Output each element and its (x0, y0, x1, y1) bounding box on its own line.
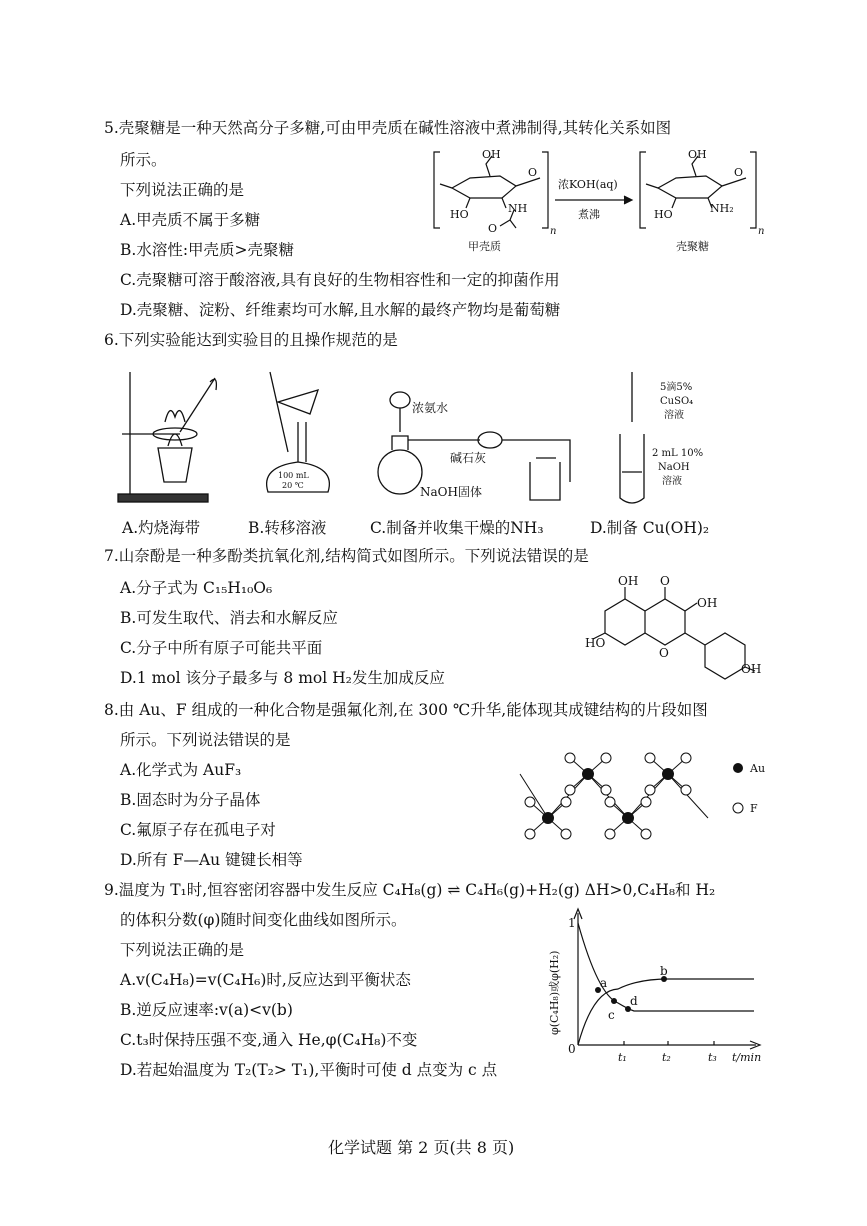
q5-oh-label-r: OH (688, 148, 707, 161)
q5-chitin-conversion-figure (430, 140, 770, 260)
q6-lime: 碱石灰 (450, 451, 487, 465)
chart-tick-t1: t₁ (618, 1051, 627, 1064)
fluorine-atom (641, 829, 651, 839)
fluorine-atom (525, 797, 535, 807)
fluorine-atom (605, 797, 615, 807)
q5-oh-label: OH (482, 148, 501, 161)
q7-oh-4p: OH (741, 662, 762, 676)
q9-option-d: D.若起始温度为 T₂(T₂> T₁),平衡时可使 d 点变为 c 点 (120, 1061, 498, 1079)
fluorine-atom (565, 785, 575, 795)
fluorine-atom (681, 785, 691, 795)
chart-point-b: b (660, 964, 668, 978)
q5-stem-line1: 5.壳聚糖是一种天然高分子多糖,可由甲壳质在碱性溶液中煮沸制得,其转化关系如图 (104, 119, 672, 137)
gold-atom (542, 812, 554, 824)
q5-n-left: n (550, 226, 557, 237)
chart-x-label: t/min (732, 1051, 762, 1064)
q5-nh2-label: NH₂ (710, 202, 734, 215)
fluorine-atom (605, 829, 615, 839)
chart-y-label: φ(C₄H₈)或φ(H₂) (548, 950, 561, 1035)
q6-label-c: C.制备并收集干燥的NH₃ (370, 519, 544, 537)
q5-ho-label-r: HO (654, 208, 673, 221)
q5-o2-label: O (488, 222, 498, 235)
au-legend-mark (733, 763, 743, 773)
q7-o-ring: O (659, 646, 669, 660)
q9-stem-line1: 9.温度为 T₁时,恒容密闭容器中发生反应 C₄H₈(g) ⇌ C₄H₆(g)+H₂(g) ΔH>0,C₄H₈和 H₂ (104, 881, 716, 899)
q8-option-c: C.氟原子存在孤电子对 (120, 821, 276, 839)
q5-right-name: 壳聚糖 (676, 240, 709, 253)
q7-o-carbonyl: O (660, 574, 670, 588)
q6-naoh-3: 溶液 (662, 476, 682, 487)
q5-prompt: 下列说法正确的是 (120, 181, 245, 199)
q6-stem: 6.下列实验能达到实验目的且操作规范的是 (104, 331, 398, 349)
q6-cuso4-2: CuSO₄ (660, 396, 694, 407)
q9-stem-line2: 的体积分数(φ)随时间变化曲线如图所示。 (120, 911, 407, 929)
q6-ammonia: 浓氨水 (412, 401, 449, 415)
q9-option-a: A.v(C₄H₈)=v(C₄H₆)时,反应达到平衡状态 (120, 971, 411, 989)
q7-kaempferol-structure (585, 575, 775, 680)
q6-naoh-2: NaOH (658, 462, 690, 473)
au-legend-label: Au (750, 762, 766, 775)
q7-ho-7: HO (585, 636, 606, 650)
q5-condition: 煮沸 (578, 208, 600, 221)
q5-o-label-r: O (734, 166, 744, 179)
gold-atom (662, 768, 674, 780)
q8-option-b: B.固态时为分子晶体 (120, 791, 261, 809)
q6-flask-temp: 20 ℃ (282, 481, 304, 490)
chart-tick-t3: t₃ (708, 1051, 717, 1064)
q5-stem-line2: 所示。 (120, 151, 167, 169)
q6-label-b: B.转移溶液 (248, 519, 327, 537)
chart-origin: 0 (568, 1042, 576, 1056)
q6-naoh-1: 2 mL 10% (652, 448, 704, 459)
q8-aufx-chain-figure (510, 746, 780, 846)
q6-cuso4-1: 5滴5% (660, 382, 693, 393)
q8-option-d: D.所有 F—Au 键键长相等 (120, 851, 303, 869)
q5-ho-label: HO (450, 208, 469, 221)
chart-point-d: d (630, 994, 638, 1008)
q6-cuso4-3: 溶液 (664, 410, 684, 421)
q5-left-name: 甲壳质 (468, 240, 501, 253)
q5-option-a: A.甲壳质不属于多糖 (120, 211, 261, 229)
chart-tick-t2: t₂ (662, 1051, 671, 1064)
fluorine-atom (645, 753, 655, 763)
fluorine-atom (645, 785, 655, 795)
page-footer: 化学试题 第 2 页(共 8 页) (328, 1138, 515, 1157)
fluorine-atom (561, 797, 571, 807)
q6-label-d: D.制备 Cu(OH)₂ (590, 519, 710, 537)
q7-stem: 7.山奈酚是一种多酚类抗氧化剂,结构简式如图所示。下列说法错误的是 (104, 547, 589, 565)
q7-option-d: D.1 mol 该分子最多与 8 mol H₂发生加成反应 (120, 669, 445, 687)
fluorine-atom (681, 753, 691, 763)
fluorine-atom (601, 753, 611, 763)
q6-naoh-solid: NaOH固体 (420, 485, 482, 499)
q5-nh-label: NH (508, 202, 528, 215)
q6-label-a: A.灼烧海带 (122, 519, 201, 537)
f-legend-mark (733, 803, 743, 813)
fluorine-atom (565, 753, 575, 763)
chart-point-c: c (608, 1008, 615, 1022)
q5-n-right: n (758, 226, 765, 237)
gold-atom (622, 812, 634, 824)
q5-o-label: O (528, 166, 538, 179)
q7-option-a: A.分子式为 C₁₅H₁₀O₆ (120, 579, 273, 597)
q9-option-b: B.逆反应速率:v(a)<v(b) (120, 1001, 293, 1019)
fluorine-atom (641, 797, 651, 807)
q5-option-b: B.水溶性:甲壳质>壳聚糖 (120, 241, 295, 259)
chart-y-one: 1 (568, 916, 576, 930)
fluorine-atom (601, 785, 611, 795)
q7-oh-top: OH (618, 574, 639, 588)
q5-reagent: 浓KOH(aq) (558, 178, 618, 191)
q5-option-d: D.壳聚糖、淀粉、纤维素均可水解,且水解的最终产物均是葡萄糖 (120, 301, 561, 319)
q8-stem-line2: 所示。下列说法错误的是 (120, 731, 291, 749)
q9-volume-fraction-chart (538, 905, 768, 1065)
q8-stem-line1: 8.由 Au、F 组成的一种化合物是强氟化剂,在 300 ℃升华,能体现其成键结构的片段如图 (104, 701, 708, 719)
q6-flask-vol: 100 mL (278, 471, 309, 480)
q9-option-c: C.t₃时保持压强不变,通入 He,φ(C₄H₈)不变 (120, 1031, 418, 1049)
q9-prompt: 下列说法正确的是 (120, 941, 245, 959)
q7-option-b: B.可发生取代、消去和水解反应 (120, 609, 338, 627)
chart-point-a: a (600, 976, 608, 990)
fluorine-atom (561, 829, 571, 839)
fluorine-atom (525, 829, 535, 839)
q6-apparatus-figure (110, 362, 730, 512)
q7-oh-3: OH (697, 596, 718, 610)
q5-option-c: C.壳聚糖可溶于酸溶液,具有良好的生物相容性和一定的抑菌作用 (120, 271, 560, 289)
q7-option-c: C.分子中所有原子可能共平面 (120, 639, 323, 657)
q8-option-a: A.化学式为 AuF₃ (120, 761, 242, 779)
f-legend-label: F (750, 802, 758, 815)
gold-atom (582, 768, 594, 780)
